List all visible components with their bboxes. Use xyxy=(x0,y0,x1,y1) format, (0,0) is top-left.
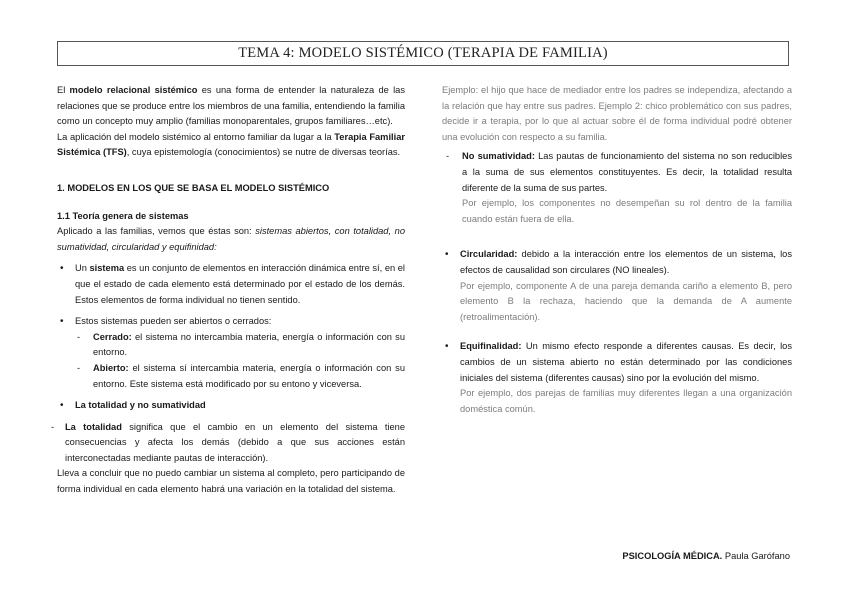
circular-example: Por ejemplo, componente A de una pareja demanda cariño a elemento B, pero elemento B la rechaza, haciendo que la demanda de A aumente (retroalimentación). xyxy=(460,280,792,322)
left-column xyxy=(57,83,405,498)
intro-paragraph: El modelo relacional sistémico es una forma de entender la naturaleza de las relaciones que se produce entre los miembros de una familia, entendiendo la familia como un concepto muy amplio (familias monoparentales, grupos familiares…etc). xyxy=(57,85,405,127)
circular-item: • Circularidad: debido a la interacción entre los elementos de un sistema, los efectos de causalidad son circulares (NO lineales). xyxy=(442,247,792,278)
closed-system-item: - Cerrado: el sistema no intercambia materia, energía o información con su entorno. xyxy=(57,330,405,361)
bullet-open-closed: • Estos sistemas pueden ser abiertos o cerrados: xyxy=(57,314,405,330)
equifinal-example: Por ejemplo, dos parejas de familias muy diferentes llegan a una organización doméstica común. xyxy=(460,388,792,414)
page-title: TEMA 4: MODELO SISTÉMICO (TERAPIA DE FAMILIA) xyxy=(57,41,789,66)
nonsum-example: Por ejemplo, los componentes no desempeñan su rol dentro de la familia cuando están fuera de ella. xyxy=(462,198,792,224)
tfs-paragraph: La aplicación del modelo sistémico al entorno familiar da lugar a la Terapia Familiar Sistémica (TFS), cuya epistemología (conocimientos) se nutre de diversas teorías. xyxy=(57,131,405,158)
bullet-totality: • La totalidad y no sumatividad xyxy=(57,398,405,414)
bullet-system: • Un sistema es un conjunto de elementos en interacción dinámica entre sí, en el que el estado de cada elemento está determinado por el estado de los demás. Estos elementos de forma individual no tienen sentido. xyxy=(57,261,405,308)
right-column xyxy=(442,83,792,417)
section-heading: 1. MODELOS EN LOS QUE SE BASA EL MODELO SISTÉMICO xyxy=(57,182,330,193)
footer: PSICOLOGÍA MÉDICA. Paula Garófano xyxy=(622,551,790,561)
nonsum-item: - No sumatividad: Las pautas de funcionamiento del sistema no son reducibles a la suma de sus elementos constituyentes. Es decir, la totalidad resulta diferente de la suma de sus partes. xyxy=(442,149,792,196)
example-paragraph: Ejemplo: el hijo que hace de mediador entre los padres se independiza, afectando a la relación que hay entre sus padres. Ejemplo 2: chico problemático con sus padres, decide ir a terapia, por lo que al actuar sobre él de forma individual podré obtener una evolución con respecto a su familia. xyxy=(442,85,792,142)
applied-paragraph: Aplicado a las familias, vemos que éstas son: sistemas abiertos, con totalidad, no sumatividad, circularidad y equifinidad: xyxy=(57,226,405,252)
conclusion-paragraph: Lleva a concluir que no puedo cambiar un sistema al completo, pero participando de forma individual en cada elemento habrá una variación en la totalidad del sistema. xyxy=(57,468,405,495)
totality-item: - La totalidad significa que el cambio en un elemento del sistema tiene consecuencias y afecta los demás (debido a que sus acciones están interconectadas mediante pautas de interacción). xyxy=(51,420,405,467)
subsection-heading: 1.1 Teoría genera de sistemas xyxy=(57,210,189,221)
open-system-item: - Abierto: el sistema sí intercambia materia, energía o información con su entorno. Este sistema está modificado por su entono y viceversa. xyxy=(57,361,405,392)
equifinal-item: • Equifinalidad: Un mismo efecto responde a diferentes causas. Es decir, los cambios de un sistema abierto no están determinado por las condiciones iniciales del sistema (diferentes causas) sino por la evolución del mismo. xyxy=(442,339,792,386)
